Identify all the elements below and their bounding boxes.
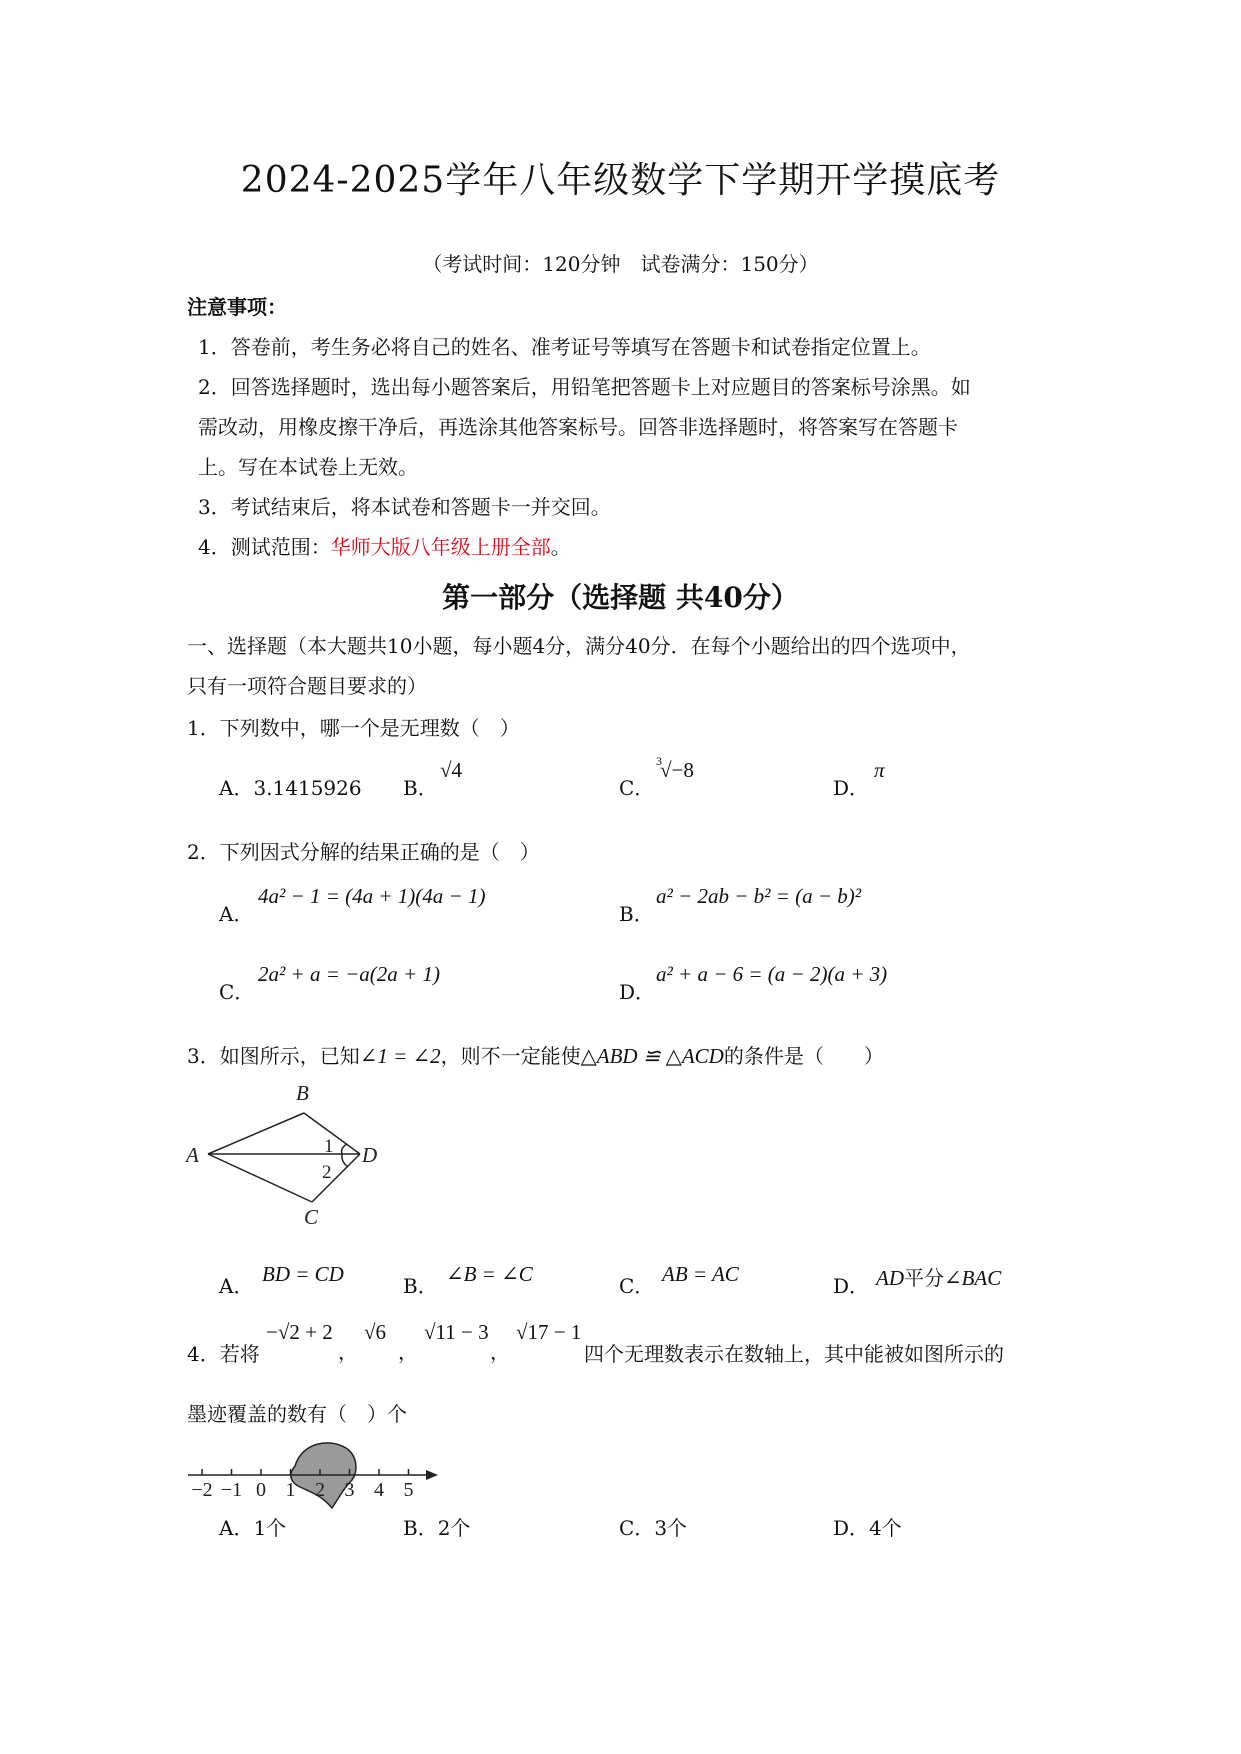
notice-item-3: 3．考试结束后，将本试卷和答题卡一并交回。	[198, 495, 611, 519]
q4-stem-suffix: 四个无理数表示在数轴上，其中能被如图所示的	[584, 1342, 1004, 1366]
q4-stem-line2: 墨迹覆盖的数有（ ）个	[187, 1402, 407, 1426]
notice-item-1: 1．答卷前，考生务必将自己的姓名、准考证号等填写在答题卡和试卷指定位置上。	[198, 335, 931, 359]
q4-number-4: √17 − 1	[516, 1320, 582, 1344]
q4-b-text: 2个	[437, 1516, 471, 1540]
q1-a-text: 3.1415926	[253, 776, 362, 800]
q4-sep-3: ，	[490, 1340, 510, 1364]
q3-d-math2: ∠BAC	[944, 1266, 1002, 1290]
axis-tick-label: 0	[256, 1479, 266, 1501]
q3-d-mid: 平分	[904, 1266, 944, 1290]
q2-c-label: C．	[219, 980, 255, 1004]
axis-tick-label: 3	[344, 1479, 355, 1501]
q4-b-label: B．	[403, 1516, 438, 1540]
q2-c-text: 2a² + a = −a(2a + 1)	[258, 962, 440, 986]
q1-option-c	[619, 772, 654, 801]
q4-number-1: −√2 + 2	[266, 1320, 333, 1344]
notice-heading: 注意事项：	[187, 295, 287, 319]
notice-item-4	[198, 531, 571, 560]
axis-tick-label: 4	[374, 1479, 384, 1501]
notice-item-2: 2．回答选择题时，选出每小题答案后，用铅笔把答题卡上对应题目的答案标号涂黑。如	[198, 375, 971, 399]
point-d-label: D	[362, 1143, 378, 1167]
page-title: 2024-2025学年八年级数学下学期开学摸底考	[240, 160, 1001, 201]
q3-d-label: D．	[833, 1274, 870, 1298]
section-instruction-1: 一、选择题（本大题共10小题，每小题4分，满分40分．在每个小题给出的四个选项中，	[187, 634, 971, 658]
q4-sep-1: ，	[338, 1340, 358, 1364]
segment-ab	[208, 1113, 304, 1154]
point-b-label: B	[296, 1081, 309, 1105]
q2-a-label: A．	[219, 902, 254, 926]
q3-stem-math1: ∠1 = ∠2	[359, 1044, 441, 1068]
q1-c-label: C．	[619, 776, 655, 800]
axis-tick-label: 1	[285, 1479, 296, 1501]
q1-b-text: √4	[440, 758, 463, 782]
exam-info: （考试时间：120分钟 试卷满分：150分）	[422, 252, 819, 276]
q4-option-d	[833, 1512, 902, 1541]
q4-option-c	[619, 1512, 687, 1541]
q1-d-text: π	[874, 758, 885, 782]
q2-d-text: a² + a − 6 = (a − 2)(a + 3)	[656, 962, 888, 986]
test-scope: 华师大版八年级上册全部	[330, 535, 551, 559]
axis-arrow	[426, 1470, 438, 1480]
segment-ac	[208, 1154, 312, 1202]
q4-number-line	[180, 1430, 440, 1510]
q4-c-text: 3个	[654, 1516, 688, 1540]
q4-d-text: 4个	[869, 1516, 902, 1540]
angle-2-arc	[342, 1154, 348, 1167]
q1-stem: 1．下列数中，哪一个是无理数（ ）	[187, 716, 520, 740]
point-a-label: A	[186, 1143, 199, 1167]
q3-c-text: AB = AC	[662, 1262, 739, 1286]
q4-option-a	[219, 1512, 286, 1541]
notice-item-2-end: 上。写在本试卷上无效。	[198, 455, 418, 479]
q3-figure	[180, 1078, 400, 1238]
q4-option-b	[403, 1512, 470, 1541]
q2-d-label: D．	[619, 980, 656, 1004]
q1-a-label: A．	[219, 776, 254, 800]
angle-1-arc	[342, 1144, 347, 1154]
q2-stem: 2．下列因式分解的结果正确的是（ ）	[187, 840, 540, 864]
q3-a-text: BD = CD	[262, 1262, 344, 1286]
q4-stem-prefix: 4．若将	[187, 1342, 260, 1366]
q3-a-label: A．	[219, 1274, 254, 1298]
q4-number-3: √11 − 3	[424, 1320, 489, 1344]
segment-cd	[312, 1154, 360, 1202]
q2-a-text: 4a² − 1 = (4a + 1)(4a − 1)	[258, 884, 486, 908]
q3-b-label: B．	[403, 1274, 438, 1298]
q3-stem	[187, 1040, 884, 1069]
axis-tick-label: 2	[315, 1479, 325, 1501]
q1-b-label: B．	[403, 776, 438, 800]
q3-stem-mid: ，则不一定能使	[440, 1044, 581, 1068]
q1-option-a	[219, 772, 362, 801]
notice-item-4-prefix: 4．测试范围：	[198, 535, 331, 559]
q4-number-2: √6	[364, 1320, 387, 1344]
q2-b-text: a² − 2ab − b² = (a − b)²	[656, 884, 862, 908]
section-title: 第一部分（选择题 共40分）	[442, 581, 799, 614]
angle-2-label: 2	[322, 1162, 332, 1183]
q3-stem-math2: △ABD ≌ △ACD	[580, 1044, 724, 1068]
notice-item-4-suffix: 。	[550, 535, 571, 559]
q4-a-label: A．	[219, 1516, 254, 1540]
q3-d-text	[876, 1262, 1001, 1291]
q1-d-label: D．	[833, 776, 870, 800]
q2-b-label: B．	[619, 902, 654, 926]
q3-c-label: C．	[619, 1274, 655, 1298]
q1-option-b	[403, 772, 438, 801]
q4-a-text: 1个	[253, 1516, 287, 1540]
q3-d-math1: AD	[876, 1266, 904, 1290]
q3-stem-suffix: 的条件是（ ）	[723, 1044, 884, 1068]
q4-c-label: C．	[619, 1516, 655, 1540]
q3-b-text: ∠B = ∠C	[446, 1262, 533, 1286]
angle-1-label: 1	[324, 1136, 334, 1157]
notice-item-2-cont: 需改动，用橡皮擦干净后，再选涂其他答案标号。回答非选择题时，将答案写在答题卡	[198, 415, 958, 439]
axis-tick-label: −2	[191, 1479, 213, 1501]
q1-option-d	[833, 772, 869, 801]
axis-tick-label: 5	[403, 1479, 414, 1501]
q4-d-label: D．	[833, 1516, 870, 1540]
point-c-label: C	[304, 1205, 319, 1229]
section-instruction-2: 只有一项符合题目要求的）	[187, 674, 427, 698]
q1-c-text: √−8	[660, 758, 694, 782]
q4-sep-2: ，	[398, 1340, 418, 1364]
axis-tick-label: −1	[220, 1479, 243, 1501]
q1-c-index: 3	[656, 754, 662, 768]
q3-stem-prefix: 3．如图所示，已知	[187, 1044, 360, 1068]
